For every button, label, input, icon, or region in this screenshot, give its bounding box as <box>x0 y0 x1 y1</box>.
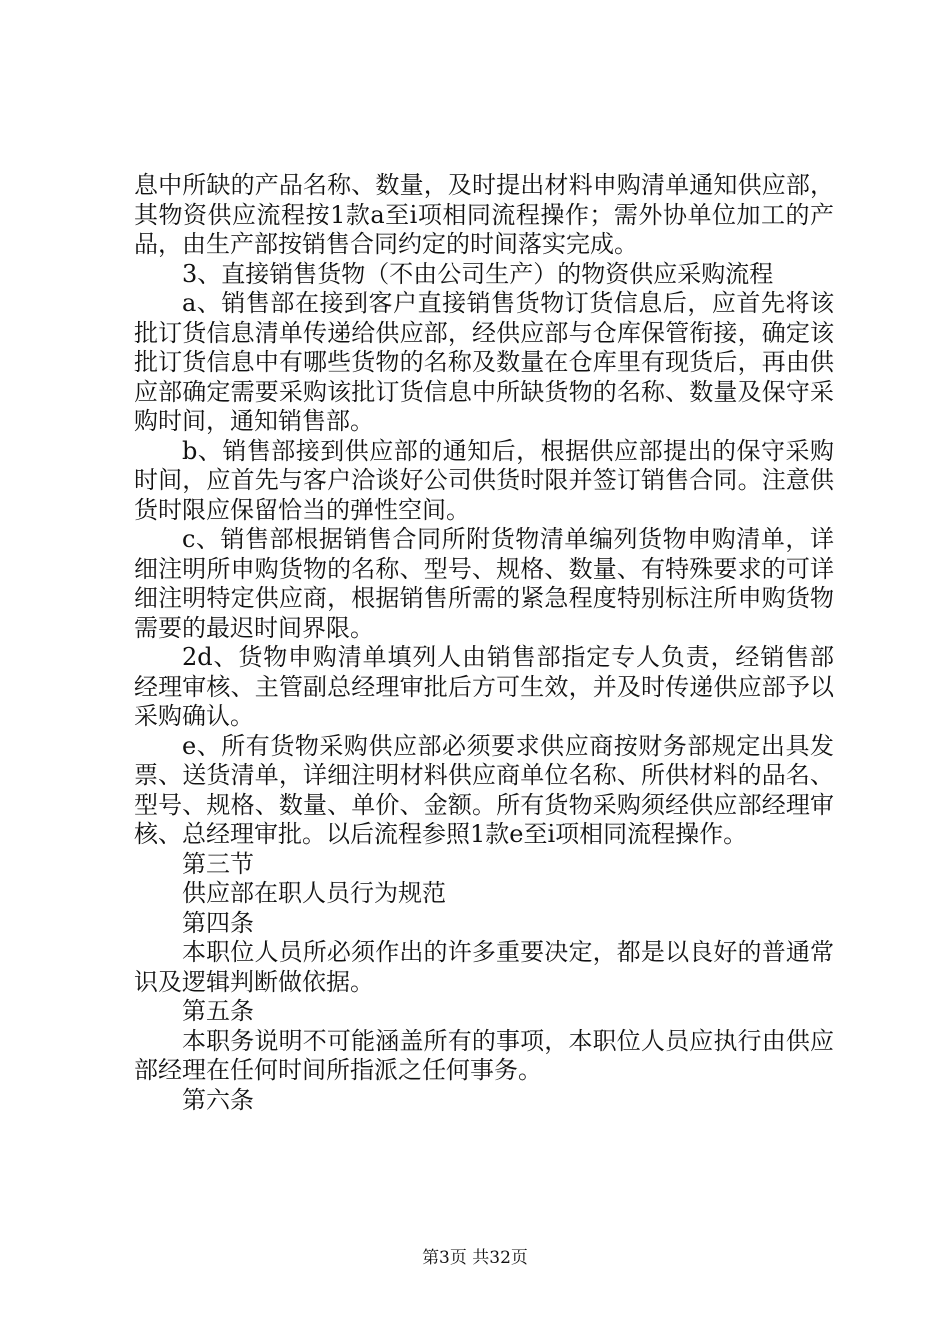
document-body <box>134 171 834 1115</box>
paragraph: 第五条 <box>182 997 254 1025</box>
paragraph: 息中所缺的产品名称、数量，及时提出材料申购清单通知供应部，其物资供应流程按1款a至i项相同流程操作；需外协单位加工的产品，由生产部按销售合同约定的时间落实完成。 <box>134 171 834 258</box>
paragraph: 第四条 <box>182 908 254 937</box>
paragraph: 供应部在职人员行为规范 <box>182 879 446 907</box>
paragraph: b、销售部接到供应部的通知后，根据供应部提出的保守采购时间，应首先与客户洽谈好公司供货时限并签订销售合同。注意供货时限应保留恰当的弹性空间。 <box>134 436 834 524</box>
paragraph: 2d、货物申购清单填列人由销售部指定专人负责，经销售部经理审核、主管副总经理审批后方可生效，并及时传递供应部予以采购确认。 <box>134 643 834 730</box>
paragraph: c、销售部根据销售合同所附货物清单编列货物申购清单，详细注明所申购货物的名称、型号、规格、数量、有特殊要求的可详细注明特定供应商，根据销售所需的紧急程度特别标注所申购货物需要的最迟时间界限。 <box>134 525 834 642</box>
page-footer: 第3页 共32页 <box>422 1248 528 1268</box>
paragraph: 第三节 <box>182 849 254 878</box>
paragraph: 第六条 <box>182 1085 254 1114</box>
paragraph: e、所有货物采购供应部必须要求供应商按财务部规定出具发票、送货清单，详细注明材料供应商单位名称、所供材料的品名、型号、规格、数量、单价、金额。所有货物采购须经供应部经理审核、总经理审批。以后流程参照1款e至i项相同流程操作。 <box>134 731 834 848</box>
paragraph: 3、直接销售货物（不由公司生产）的物资供应采购流程 <box>182 259 774 288</box>
paragraph: a、销售部在接到客户直接销售货物订货信息后，应首先将该批订货信息清单传递给供应部，经供应部与仓库保管衔接，确定该批订货信息中有哪些货物的名称及数量在仓库里有现货后，再由供应部确定需要采购该批订货信息中所缺货物的名称、数量及保守采购时间，通知销售部。 <box>134 289 834 435</box>
paragraph: 本职位人员所必须作出的许多重要决定，都是以良好的普通常识及逻辑判断做依据。 <box>134 938 834 996</box>
paragraph: 本职务说明不可能涵盖所有的事项，本职位人员应执行由供应部经理在任何时间所指派之任何事务。 <box>134 1026 834 1084</box>
